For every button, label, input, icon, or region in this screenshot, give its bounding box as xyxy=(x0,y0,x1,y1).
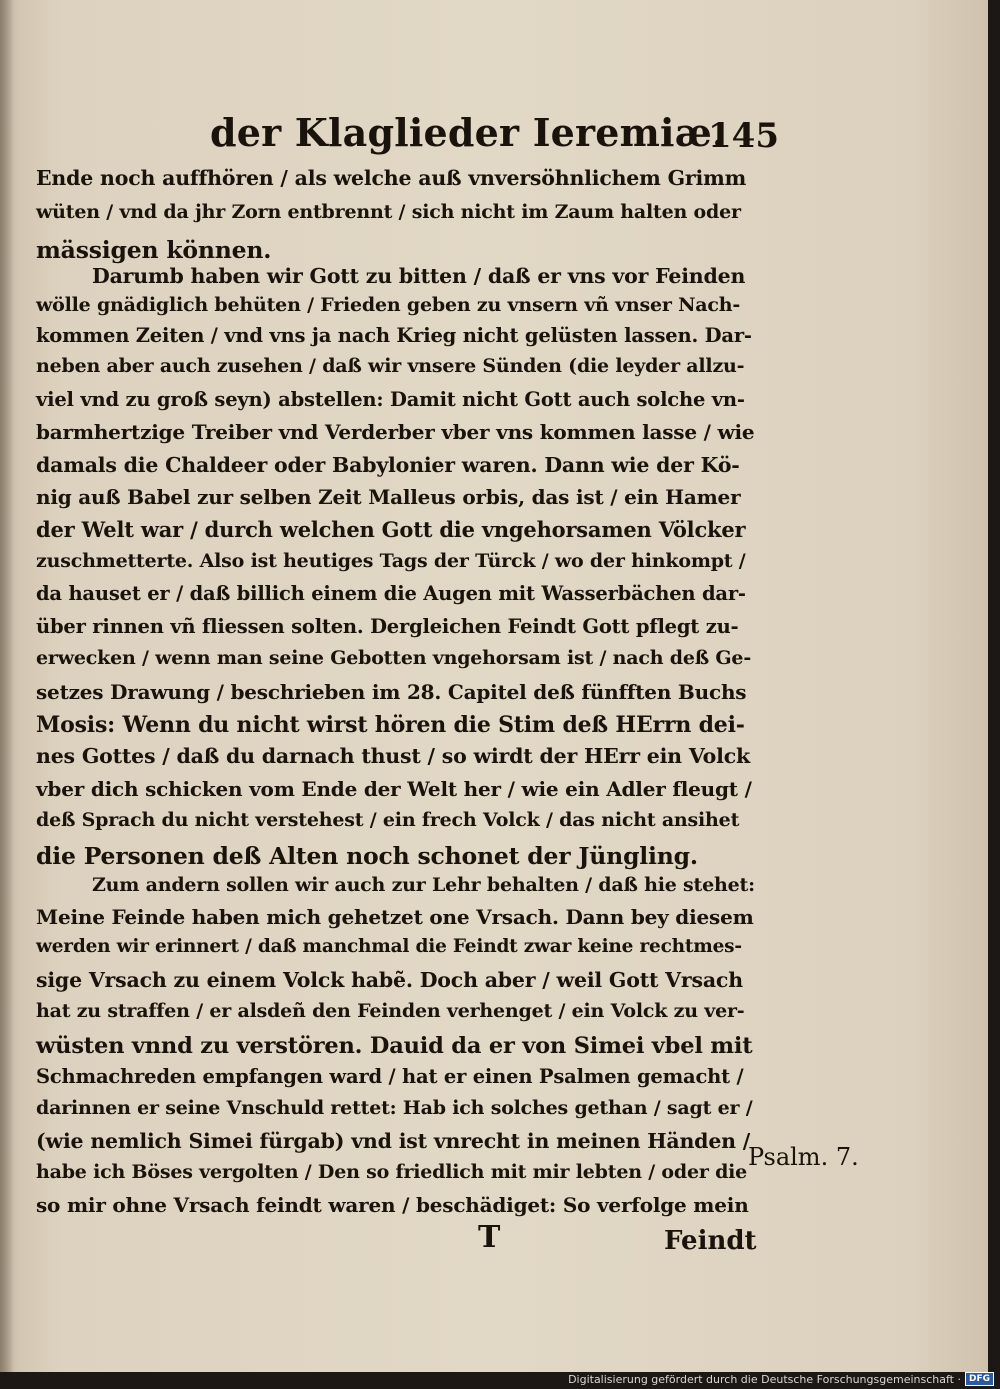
text-line: über rinnen vñ fliessen solten. Dergleichen Feindt Gott pflegt zu- xyxy=(36,615,739,638)
text-line: Meine Feinde haben mich gehetzet one Vrsach. Dann bey diesem xyxy=(36,905,754,929)
text-line: viel vnd zu groß seyn) abstellen: Damit nicht Gott auch solche vn- xyxy=(36,388,745,411)
text-line: nig auß Babel zur selben Zeit Malleus orbis, das ist / ein Hamer xyxy=(36,485,741,509)
dfg-logo-icon: DFG xyxy=(965,1372,994,1386)
text-line: neben aber auch zusehen / daß wir vnsere Sünden (die leyder allzu- xyxy=(36,355,745,377)
text-line: vber dich schicken vom Ende der Welt her / wie ein Adler fleugt / xyxy=(36,777,752,801)
page-number: 145 xyxy=(708,116,779,156)
text-line: sige Vrsach zu einem Volck habẽ. Doch aber / weil Gott Vrsach xyxy=(36,968,743,992)
text-line: wölle gnädiglich behüten / Frieden geben zu vnsern vñ vnser Nach- xyxy=(36,294,741,316)
text-line: werden wir erinnert / daß manchmal die Feindt zwar keine rechtmes- xyxy=(36,936,742,957)
text-line: die Personen deß Alten noch schonet der Jüngling. xyxy=(36,842,698,870)
text-line: Mosis: Wenn du nicht wirst hören die Stim deß HErrn dei- xyxy=(36,712,745,738)
text-line: wüsten vnnd zu verstören. Dauid da er von Simei vbel mit xyxy=(36,1033,753,1059)
text-line: zuschmetterte. Also ist heutiges Tags der Türck / wo der hinkompt / xyxy=(36,550,746,572)
catchword: Feindt xyxy=(664,1226,757,1256)
text-line: wüten / vnd da jhr Zorn entbrennt / sich nicht im Zaum halten oder xyxy=(36,201,741,223)
marginal-note: Psalm. 7. xyxy=(748,1143,859,1171)
signature-mark: T xyxy=(478,1220,501,1255)
text-line: habe ich Böses vergolten / Den so friedlich mit mir lebten / oder die xyxy=(36,1161,748,1183)
text-line: nes Gottes / daß du darnach thust / so wirdt der HErr ein Volck xyxy=(36,744,750,768)
text-line: hat zu straffen / er alsdeñ den Feinden verhenget / ein Volck zu ver- xyxy=(36,1000,745,1022)
text-line: der Welt war / durch welchen Gott die vngehorsamen Völcker xyxy=(36,517,746,542)
text-line: (wie nemlich Simei fürgab) vnd ist vnrecht in meinen Händen / xyxy=(36,1129,751,1153)
text-line: so mir ohne Vrsach feindt waren / beschädiget: So verfolge mein xyxy=(36,1193,749,1217)
page-header xyxy=(210,104,779,164)
text-line: damals die Chaldeer oder Babylonier waren. Dann wie der Kö- xyxy=(36,453,740,477)
text-line: kommen Zeiten / vnd vns ja nach Krieg nicht gelüsten lassen. Dar- xyxy=(36,324,752,347)
digitization-credit xyxy=(568,1371,994,1387)
credit-text: Digitalisierung gefördert durch die Deutsche Forschungsgemeinschaft · xyxy=(568,1372,961,1386)
text-line: Ende noch auffhören / als welche auß vnversöhnlichem Grimm xyxy=(36,166,747,190)
text-line: erwecken / wenn man seine Gebotten vngehorsam ist / nach deß Ge- xyxy=(36,647,751,669)
text-line: Zum andern sollen wir auch zur Lehr behalten / daß hie stehet: xyxy=(92,874,755,896)
text-line: setzes Drawung / beschrieben im 28. Capitel deß fünfften Buchs xyxy=(36,680,747,704)
text-line: da hauset er / daß billich einem die Augen mit Wasserbächen dar- xyxy=(36,582,746,605)
text-line: barmhertzige Treiber vnd Verderber vber vns kommen lasse / wie xyxy=(36,420,755,444)
text-line: darinnen er seine Vnschuld rettet: Hab ich solches gethan / sagt er / xyxy=(36,1097,753,1119)
text-line: mässigen können. xyxy=(36,236,272,264)
text-line: Schmachreden empfangen ward / hat er einen Psalmen gemacht / xyxy=(36,1065,744,1088)
running-title: der Klaglieder Ieremiæ. xyxy=(210,110,726,155)
text-line: Darumb haben wir Gott zu bitten / daß er vns vor Feinden xyxy=(92,264,746,288)
text-line: deß Sprach du nicht verstehest / ein frech Volck / das nicht ansihet xyxy=(36,809,740,831)
